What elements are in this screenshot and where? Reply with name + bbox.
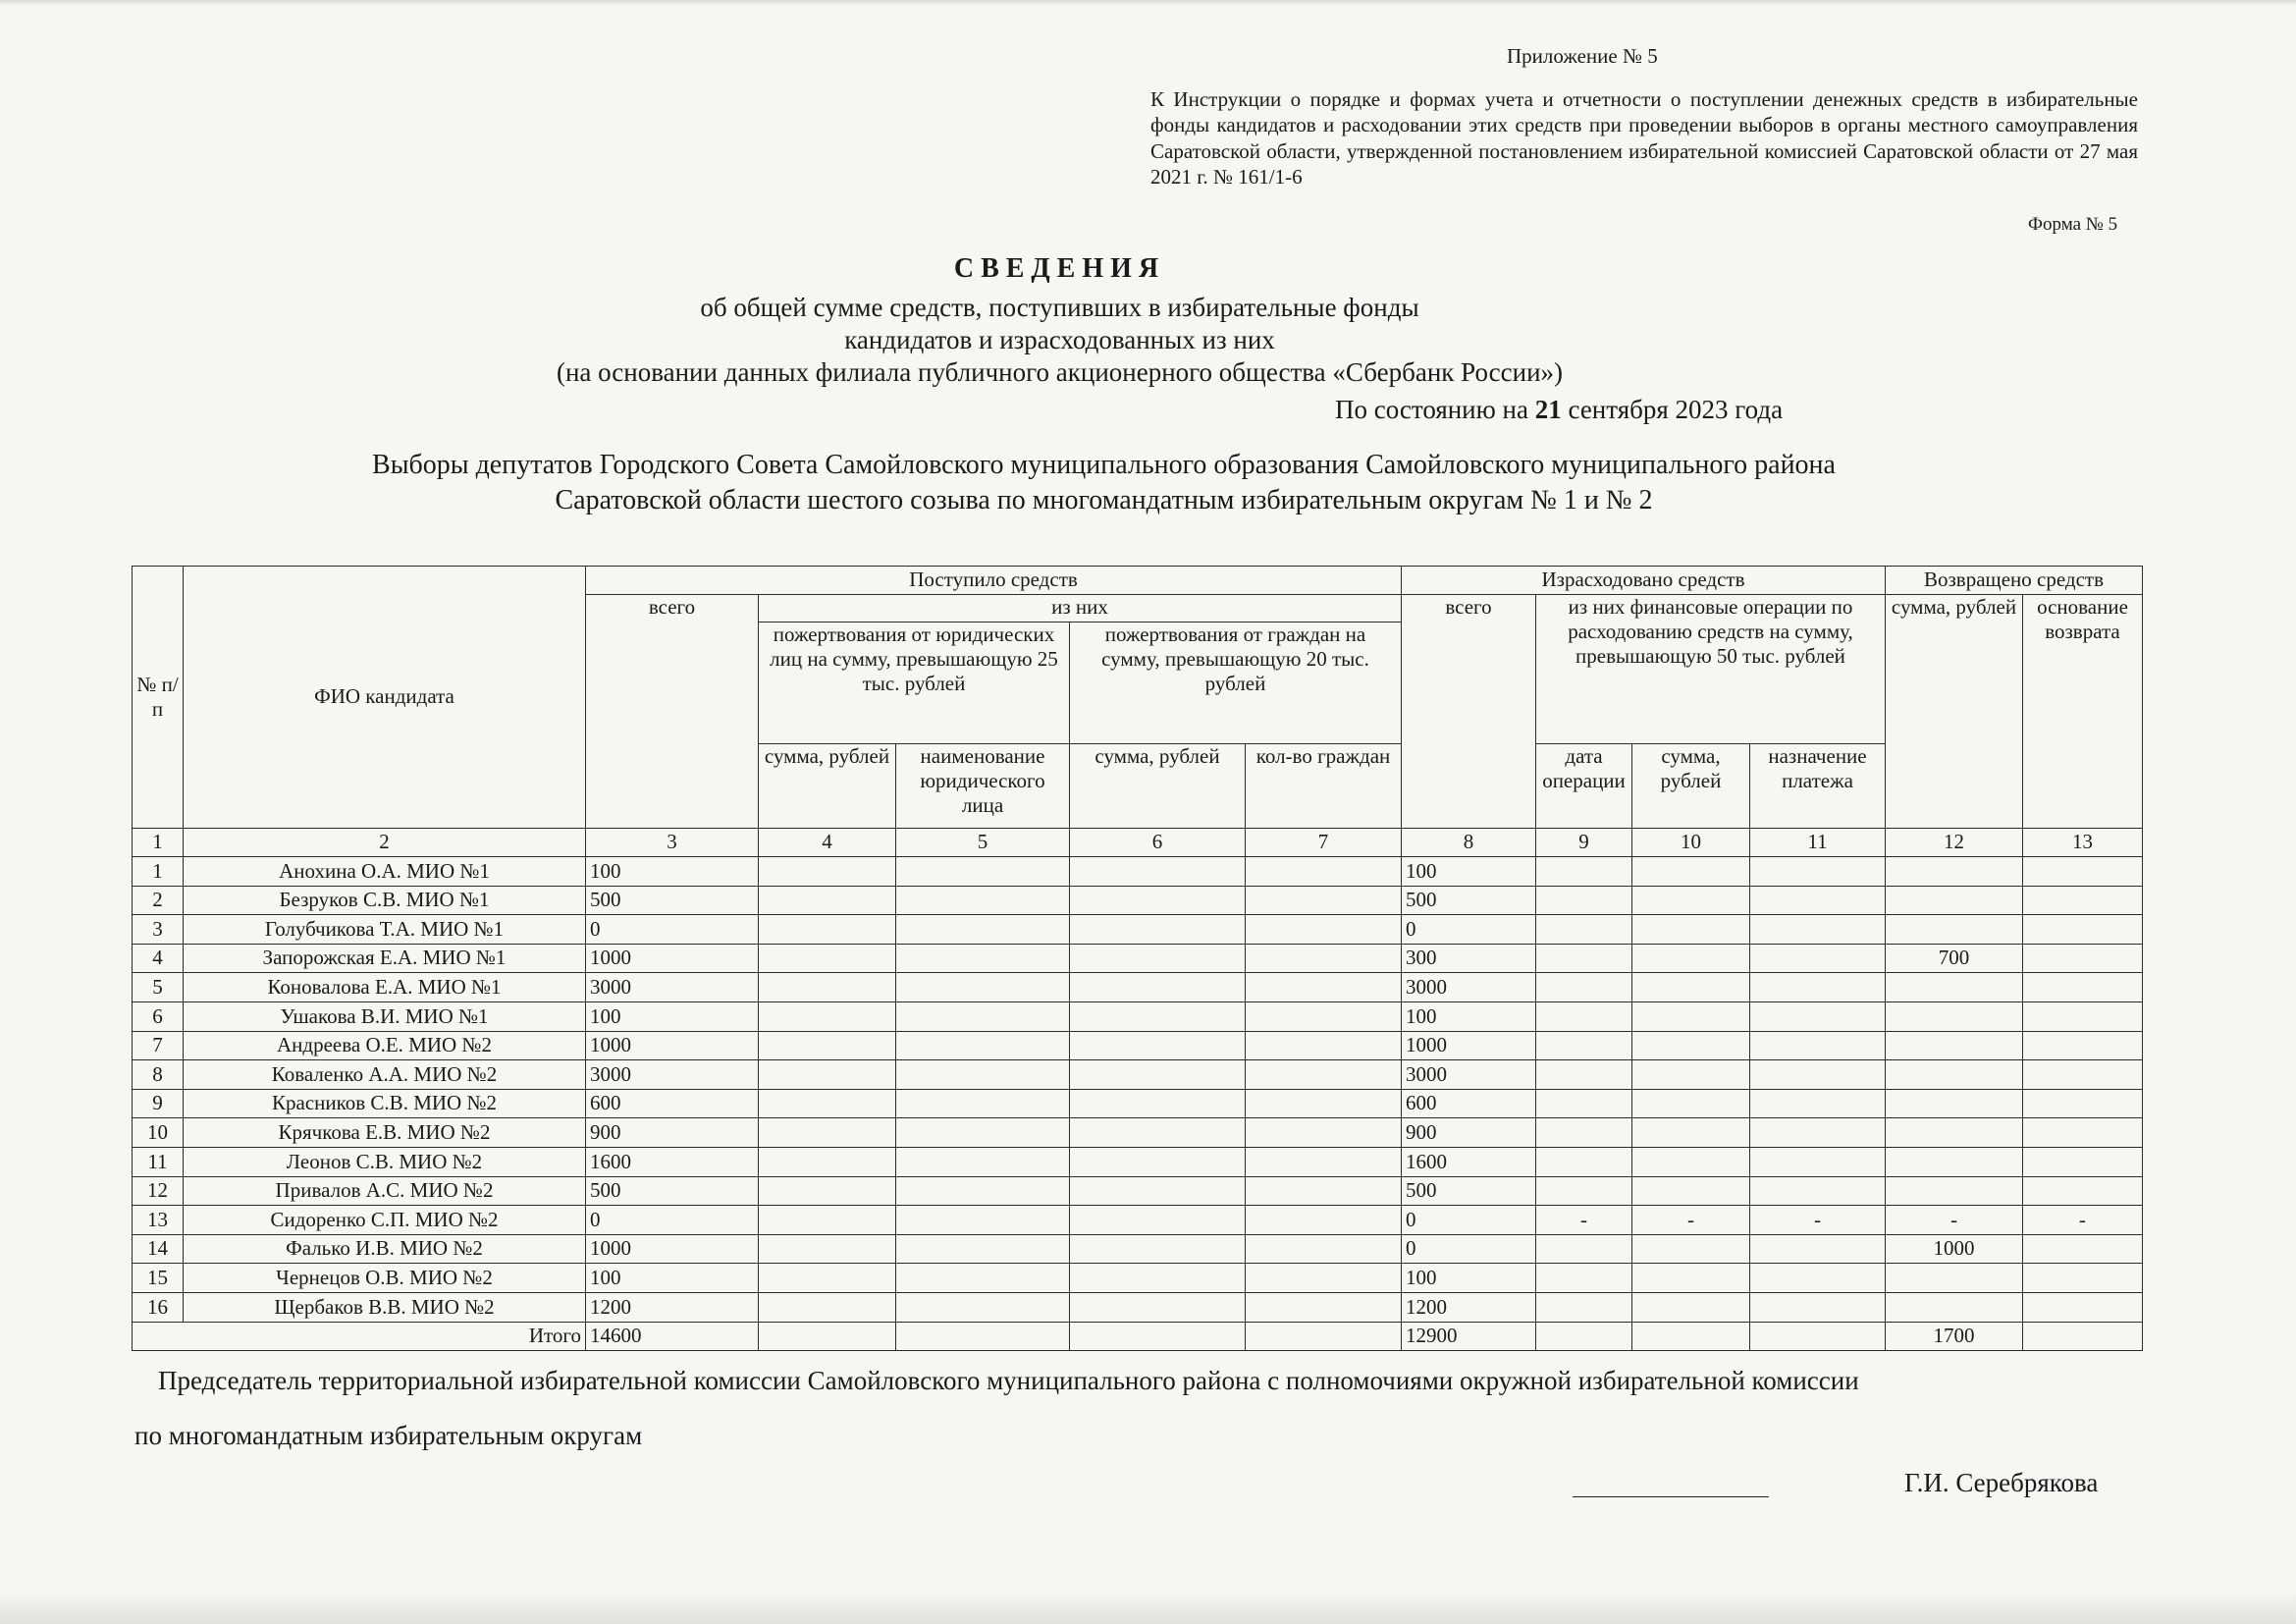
citizen-sum — [1070, 1206, 1246, 1235]
row-number: 4 — [133, 944, 184, 973]
col-number: 11 — [1750, 829, 1886, 857]
signature-line — [1573, 1496, 1769, 1497]
operation-date — [1536, 1031, 1632, 1060]
received-total: 100 — [586, 1264, 759, 1293]
operation-purpose — [1750, 857, 1886, 887]
returned-sum — [1886, 1060, 2023, 1090]
returned-sum — [1886, 1118, 2023, 1148]
operation-purpose — [1750, 915, 1886, 945]
operation-sum — [1632, 1234, 1750, 1264]
operation-sum — [1632, 1060, 1750, 1090]
operation-date — [1536, 1060, 1632, 1090]
row-number: 1 — [133, 857, 184, 887]
operation-purpose — [1750, 1264, 1886, 1293]
operation-date — [1536, 886, 1632, 915]
received-total: 1600 — [586, 1147, 759, 1176]
form-number: Форма № 5 — [2028, 214, 2118, 235]
subtitle-line-3 — [0, 357, 2296, 388]
received-total: 900 — [586, 1118, 759, 1148]
header-legal-donations: пожертвования от юридических лиц на сумму, превышающую 25 тыс. рублей — [759, 623, 1070, 744]
return-reason — [2023, 973, 2143, 1002]
return-reason — [2023, 1031, 2143, 1060]
col-number: 5 — [896, 829, 1070, 857]
legal-sum — [759, 1292, 896, 1322]
candidate-name: Сидоренко С.П. МИО №2 — [184, 1206, 586, 1235]
spent-total: 500 — [1402, 886, 1536, 915]
received-total: 1000 — [586, 944, 759, 973]
table-row — [133, 1118, 2143, 1148]
operation-purpose — [1750, 1292, 1886, 1322]
candidate-name: Запорожская Е.А. МИО №1 — [184, 944, 586, 973]
table-row — [133, 1176, 2143, 1206]
cell-empty — [759, 1322, 896, 1351]
returned-sum — [1886, 886, 2023, 915]
operation-date — [1536, 1234, 1632, 1264]
page-edge-top — [0, 0, 2296, 6]
row-number: 8 — [133, 1060, 184, 1090]
operation-purpose — [1750, 886, 1886, 915]
candidate-name: Ушакова В.И. МИО №1 — [184, 1001, 586, 1031]
table-row — [133, 915, 2143, 945]
col-number: 2 — [184, 829, 586, 857]
citizen-count — [1246, 1147, 1402, 1176]
citizen-sum — [1070, 1234, 1246, 1264]
operation-date — [1536, 1264, 1632, 1293]
legal-name — [896, 1206, 1070, 1235]
row-number: 16 — [133, 1292, 184, 1322]
legal-sum — [759, 1264, 896, 1293]
legal-name — [896, 973, 1070, 1002]
instruction-reference: К Инструкции о порядке и формах учета и отчетности о поступлении денежных средств в избирательные фонды кандидатов и расходовании этих средств при проведении выборов в органы местного самоуправления Саратовской области, утвержденной постановлением избирательной комиссией Саратовской области от 27 мая 2021 г. № 161/1-6 — [1150, 87, 2138, 189]
operation-sum — [1632, 1147, 1750, 1176]
legal-sum — [759, 1031, 896, 1060]
col-number: 6 — [1070, 829, 1246, 857]
operation-sum — [1632, 973, 1750, 1002]
citizen-count — [1246, 1118, 1402, 1148]
spent-total: 1000 — [1402, 1031, 1536, 1060]
operation-sum — [1632, 1089, 1750, 1118]
received-total: 0 — [586, 915, 759, 945]
return-reason — [2023, 1234, 2143, 1264]
row-number: 11 — [133, 1147, 184, 1176]
return-reason — [2023, 1176, 2143, 1206]
total-returned: 1700 — [1886, 1322, 2023, 1351]
citizen-count — [1246, 915, 1402, 945]
row-number: 10 — [133, 1118, 184, 1148]
cell-empty — [1246, 1322, 1402, 1351]
footer-chairman-line-1: Председатель территориальной избирательной комиссии Самойловского муниципального района с полномочиями окружной избирательной комиссии — [158, 1366, 1859, 1395]
citizen-count — [1246, 973, 1402, 1002]
header-legal-name: наименование юридического лица — [896, 744, 1070, 829]
operation-sum — [1632, 1292, 1750, 1322]
returned-sum: 700 — [1886, 944, 2023, 973]
header-received: Поступило средств — [586, 567, 1402, 595]
candidate-name: Голубчикова Т.А. МИО №1 — [184, 915, 586, 945]
spent-total: 600 — [1402, 1089, 1536, 1118]
citizen-count — [1246, 1206, 1402, 1235]
row-number: 15 — [133, 1264, 184, 1293]
received-total: 100 — [586, 1001, 759, 1031]
operation-sum — [1632, 1031, 1750, 1060]
operation-date: - — [1536, 1206, 1632, 1235]
spent-total: 300 — [1402, 944, 1536, 973]
spent-total: 0 — [1402, 915, 1536, 945]
as-of-day: 21 — [1534, 395, 1562, 424]
row-number: 7 — [133, 1031, 184, 1060]
legal-name — [896, 1118, 1070, 1148]
citizen-sum — [1070, 1292, 1246, 1322]
col-number: 12 — [1886, 829, 2023, 857]
citizen-sum — [1070, 1089, 1246, 1118]
operation-purpose — [1750, 1001, 1886, 1031]
spent-total: 3000 — [1402, 973, 1536, 1002]
return-reason — [2023, 886, 2143, 915]
return-reason — [2023, 1001, 2143, 1031]
legal-sum — [759, 1206, 896, 1235]
candidate-name: Безруков С.В. МИО №1 — [184, 886, 586, 915]
cell-empty — [1070, 1322, 1246, 1351]
returned-sum — [1886, 1264, 2023, 1293]
operation-purpose — [1750, 1060, 1886, 1090]
header-op-purpose: назначение платежа — [1750, 744, 1886, 829]
total-received: 14600 — [586, 1322, 759, 1351]
operation-sum — [1632, 915, 1750, 945]
return-reason — [2023, 1060, 2143, 1090]
legal-sum — [759, 1147, 896, 1176]
operation-date — [1536, 1118, 1632, 1148]
header-returned: Возвращено средств — [1886, 567, 2143, 595]
page-edge-bottom — [0, 1591, 2296, 1624]
legal-sum — [759, 973, 896, 1002]
return-reason — [2023, 1089, 2143, 1118]
returned-sum — [1886, 973, 2023, 1002]
candidate-name: Коновалова Е.А. МИО №1 — [184, 973, 586, 1002]
header-spent-of-them: из них финансовые операции по расходованию средств на сумму, превышающую 50 тыс. рублей — [1536, 595, 1886, 744]
appendix-title: Приложение № 5 — [1507, 44, 1658, 68]
legal-sum — [759, 1060, 896, 1090]
candidate-name: Анохина О.А. МИО №1 — [184, 857, 586, 887]
legal-name — [896, 857, 1070, 887]
cell-empty — [1750, 1322, 1886, 1351]
returned-sum — [1886, 1001, 2023, 1031]
candidate-name: Красников С.В. МИО №2 — [184, 1089, 586, 1118]
header-op-date: дата операции — [1536, 744, 1632, 829]
legal-name — [896, 1147, 1070, 1176]
spent-total: 3000 — [1402, 1060, 1536, 1090]
document-title-text: СВЕДЕНИЯ — [953, 253, 1166, 284]
candidate-name: Щербаков В.В. МИО №2 — [184, 1292, 586, 1322]
candidate-name: Коваленко А.А. МИО №2 — [184, 1060, 586, 1090]
legal-name — [896, 1031, 1070, 1060]
legal-sum — [759, 1176, 896, 1206]
legal-sum — [759, 1118, 896, 1148]
return-reason — [2023, 915, 2143, 945]
citizen-count — [1246, 1264, 1402, 1293]
received-total: 0 — [586, 1206, 759, 1235]
total-spent: 12900 — [1402, 1322, 1536, 1351]
legal-name — [896, 886, 1070, 915]
operation-sum — [1632, 1264, 1750, 1293]
returned-sum — [1886, 1176, 2023, 1206]
table-row — [133, 1264, 2143, 1293]
citizen-sum — [1070, 1001, 1246, 1031]
elections-line-1 — [0, 450, 2296, 481]
signer-name: Г.И. Серебрякова — [1904, 1468, 2099, 1497]
returned-sum — [1886, 1031, 2023, 1060]
received-total: 3000 — [586, 973, 759, 1002]
received-total: 100 — [586, 857, 759, 887]
operation-sum: - — [1632, 1206, 1750, 1235]
spent-total: 100 — [1402, 857, 1536, 887]
citizen-count — [1246, 1176, 1402, 1206]
legal-name — [896, 1264, 1070, 1293]
operation-date — [1536, 1176, 1632, 1206]
header-of-them: из них — [759, 595, 1402, 623]
spent-total: 900 — [1402, 1118, 1536, 1148]
funds-table — [132, 566, 2143, 1351]
operation-purpose — [1750, 1089, 1886, 1118]
citizen-sum — [1070, 1147, 1246, 1176]
header-spent: Израсходовано средств — [1402, 567, 1886, 595]
row-number: 12 — [133, 1176, 184, 1206]
operation-purpose — [1750, 1176, 1886, 1206]
citizen-sum — [1070, 915, 1246, 945]
legal-name — [896, 1001, 1070, 1031]
candidate-name: Фалько И.В. МИО №2 — [184, 1234, 586, 1264]
return-reason — [2023, 1264, 2143, 1293]
elections-line-2-text: Саратовской области шестого созыва по многомандатным избирательным округам № 1 и № 2 — [555, 485, 1653, 515]
operation-purpose — [1750, 1234, 1886, 1264]
header-op-sum: сумма, рублей — [1632, 744, 1750, 829]
operation-purpose: - — [1750, 1206, 1886, 1235]
col-number: 9 — [1536, 829, 1632, 857]
table-row — [133, 1089, 2143, 1118]
footer-chairman-line-2: по многомандатным избирательным округам — [134, 1421, 643, 1450]
legal-name — [896, 1060, 1070, 1090]
citizen-sum — [1070, 1264, 1246, 1293]
cell-empty — [896, 1322, 1070, 1351]
operation-purpose — [1750, 1147, 1886, 1176]
returned-sum — [1886, 1292, 2023, 1322]
subtitle-line-1-text: об общей сумме средств, поступивших в избирательные фонды — [700, 293, 1419, 322]
candidate-name: Чернецов О.В. МИО №2 — [184, 1264, 586, 1293]
operation-date — [1536, 1292, 1632, 1322]
operation-date — [1536, 1089, 1632, 1118]
operation-purpose — [1750, 1031, 1886, 1060]
return-reason — [2023, 1118, 2143, 1148]
table-row — [133, 886, 2143, 915]
citizen-sum — [1070, 857, 1246, 887]
table-row — [133, 944, 2143, 973]
operation-sum — [1632, 1118, 1750, 1148]
citizen-count — [1246, 1292, 1402, 1322]
cell-empty — [2023, 1322, 2143, 1351]
received-total: 500 — [586, 1176, 759, 1206]
returned-sum: 1000 — [1886, 1234, 2023, 1264]
operation-date — [1536, 1147, 1632, 1176]
table-row — [133, 1031, 2143, 1060]
spent-total: 0 — [1402, 1234, 1536, 1264]
table-row — [133, 1001, 2143, 1031]
legal-name — [896, 1089, 1070, 1118]
column-numbers-row — [133, 829, 2143, 857]
received-total: 1200 — [586, 1292, 759, 1322]
operation-date — [1536, 973, 1632, 1002]
legal-name — [896, 1176, 1070, 1206]
spent-total: 0 — [1402, 1206, 1536, 1235]
col-number: 13 — [2023, 829, 2143, 857]
citizen-count — [1246, 944, 1402, 973]
table-row — [133, 1206, 2143, 1235]
return-reason — [2023, 1147, 2143, 1176]
subtitle-line-3-text: (на основании данных филиала публичного акционерного общества «Сбербанк России») — [556, 357, 1564, 387]
operation-date — [1536, 1001, 1632, 1031]
citizen-count — [1246, 1234, 1402, 1264]
received-total: 1000 — [586, 1234, 759, 1264]
document-title — [0, 253, 2296, 285]
subtitle-line-1 — [0, 293, 2296, 323]
col-number: 10 — [1632, 829, 1750, 857]
received-total: 600 — [586, 1089, 759, 1118]
col-number: 3 — [586, 829, 759, 857]
operation-purpose — [1750, 944, 1886, 973]
spent-total: 100 — [1402, 1264, 1536, 1293]
returned-sum — [1886, 1147, 2023, 1176]
table-row — [133, 1234, 2143, 1264]
citizen-sum — [1070, 1176, 1246, 1206]
citizen-count — [1246, 1060, 1402, 1090]
col-number: 8 — [1402, 829, 1536, 857]
spent-total: 500 — [1402, 1176, 1536, 1206]
received-total: 500 — [586, 886, 759, 915]
citizen-sum — [1070, 1060, 1246, 1090]
legal-sum — [759, 944, 896, 973]
row-number: 5 — [133, 973, 184, 1002]
candidate-name: Привалов А.С. МИО №2 — [184, 1176, 586, 1206]
row-number: 9 — [133, 1089, 184, 1118]
header-ret-reason: основание возврата — [2023, 595, 2143, 829]
cell-empty — [1536, 1322, 1632, 1351]
header-ret-sum: сумма, рублей — [1886, 595, 2023, 829]
citizen-count — [1246, 857, 1402, 887]
header-spent-total: всего — [1402, 595, 1536, 829]
candidate-name: Крячкова Е.В. МИО №2 — [184, 1118, 586, 1148]
returned-sum — [1886, 1089, 2023, 1118]
citizen-count — [1246, 1031, 1402, 1060]
elections-line-2 — [0, 485, 2296, 516]
table-row — [133, 1292, 2143, 1322]
header-fio: ФИО кандидата — [184, 567, 586, 829]
operation-sum — [1632, 1001, 1750, 1031]
subtitle-line-2 — [0, 325, 2296, 355]
header-received-total: всего — [586, 595, 759, 829]
operation-date — [1536, 857, 1632, 887]
legal-name — [896, 915, 1070, 945]
operation-date — [1536, 915, 1632, 945]
legal-sum — [759, 1001, 896, 1031]
table-row — [133, 1147, 2143, 1176]
operation-sum — [1632, 857, 1750, 887]
total-row — [133, 1322, 2143, 1351]
legal-sum — [759, 915, 896, 945]
col-number: 7 — [1246, 829, 1402, 857]
returned-sum — [1886, 915, 2023, 945]
citizen-sum — [1070, 944, 1246, 973]
received-total: 1000 — [586, 1031, 759, 1060]
table-body — [133, 857, 2143, 1323]
returned-sum — [1886, 857, 2023, 887]
legal-name — [896, 944, 1070, 973]
spent-total: 1600 — [1402, 1147, 1536, 1176]
return-reason — [2023, 1292, 2143, 1322]
elections-line-1-text: Выборы депутатов Городского Совета Самойловского муниципального образования Самойловского муниципального района — [372, 450, 1836, 480]
operation-purpose — [1750, 973, 1886, 1002]
row-number: 13 — [133, 1206, 184, 1235]
operation-purpose — [1750, 1118, 1886, 1148]
legal-sum — [759, 1089, 896, 1118]
operation-sum — [1632, 886, 1750, 915]
operation-sum — [1632, 1176, 1750, 1206]
table-row — [133, 1060, 2143, 1090]
return-reason: - — [2023, 1206, 2143, 1235]
citizen-sum — [1070, 973, 1246, 1002]
candidate-name: Андреева О.Е. МИО №2 — [184, 1031, 586, 1060]
legal-sum — [759, 857, 896, 887]
legal-sum — [759, 1234, 896, 1264]
table-row — [133, 857, 2143, 887]
citizen-count — [1246, 1089, 1402, 1118]
row-number: 2 — [133, 886, 184, 915]
cell-empty — [1632, 1322, 1750, 1351]
table-row — [133, 973, 2143, 1002]
citizen-sum — [1070, 1031, 1246, 1060]
header-citizen-donations: пожертвования от граждан на сумму, превышающую 20 тыс. рублей — [1070, 623, 1402, 744]
as-of-suffix: сентября 2023 года — [1568, 395, 1784, 424]
citizen-count — [1246, 886, 1402, 915]
as-of-date — [1335, 395, 1783, 425]
row-number: 14 — [133, 1234, 184, 1264]
col-number: 1 — [133, 829, 184, 857]
subtitle-line-2-text: кандидатов и израсходованных из них — [844, 325, 1275, 354]
header-citizen-sum: сумма, рублей — [1070, 744, 1246, 829]
legal-sum — [759, 886, 896, 915]
operation-sum — [1632, 944, 1750, 973]
return-reason — [2023, 944, 2143, 973]
header-num: № п/п — [133, 567, 184, 829]
spent-total: 1200 — [1402, 1292, 1536, 1322]
citizen-sum — [1070, 886, 1246, 915]
candidate-name: Леонов С.В. МИО №2 — [184, 1147, 586, 1176]
as-of-prefix: По состоянию на — [1335, 395, 1528, 424]
received-total: 3000 — [586, 1060, 759, 1090]
legal-name — [896, 1234, 1070, 1264]
col-number: 4 — [759, 829, 896, 857]
row-number: 6 — [133, 1001, 184, 1031]
return-reason — [2023, 857, 2143, 887]
legal-name — [896, 1292, 1070, 1322]
header-legal-sum: сумма, рублей — [759, 744, 896, 829]
operation-date — [1536, 944, 1632, 973]
row-number: 3 — [133, 915, 184, 945]
spent-total: 100 — [1402, 1001, 1536, 1031]
returned-sum: - — [1886, 1206, 2023, 1235]
citizen-sum — [1070, 1118, 1246, 1148]
total-label: Итого — [133, 1322, 586, 1351]
header-citizen-count: кол-во граждан — [1246, 744, 1402, 829]
citizen-count — [1246, 1001, 1402, 1031]
